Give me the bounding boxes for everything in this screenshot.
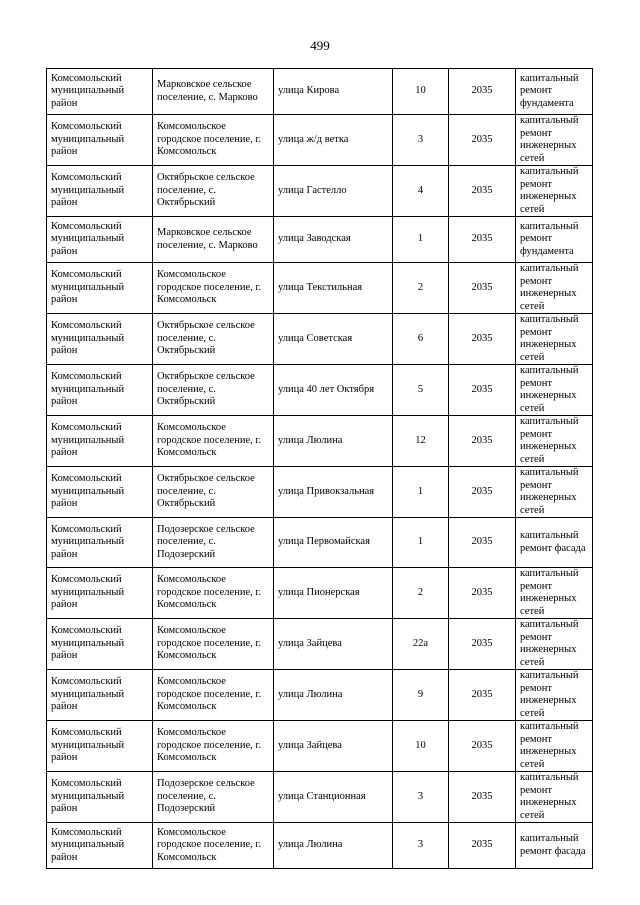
street-cell: улица Зайцева <box>274 721 393 772</box>
repair-year-cell: 2035 <box>449 263 516 314</box>
settlement-cell: Подозерское сельское поселение, с. Подозерский <box>153 772 274 823</box>
table-body <box>47 69 593 869</box>
district-cell: Комсомольский муниципальный район <box>47 721 153 772</box>
district-cell: Комсомольский муниципальный район <box>47 619 153 670</box>
repair-type-cell: капитальный ремонт инженерных сетей <box>516 568 593 619</box>
settlement-cell: Комсомольское городское поселение, г. Комсомольск <box>153 263 274 314</box>
house-number-cell: 10 <box>393 721 449 772</box>
table-row <box>47 619 593 670</box>
street-cell: улица Люлина <box>274 670 393 721</box>
house-number-cell: 2 <box>393 263 449 314</box>
district-cell: Комсомольский муниципальный район <box>47 166 153 217</box>
settlement-cell: Подозерское сельское поселение, с. Подозерский <box>153 518 274 568</box>
settlement-cell: Октябрьское сельское поселение, с. Октябрьский <box>153 365 274 416</box>
district-cell: Комсомольский муниципальный район <box>47 823 153 869</box>
repair-type-cell: капитальный ремонт инженерных сетей <box>516 467 593 518</box>
district-cell: Комсомольский муниципальный район <box>47 518 153 568</box>
settlement-cell: Комсомольское городское поселение, г. Комсомольск <box>153 416 274 467</box>
house-number-cell: 10 <box>393 69 449 115</box>
house-number-cell: 5 <box>393 365 449 416</box>
house-number-cell: 2 <box>393 568 449 619</box>
house-number-cell: 1 <box>393 518 449 568</box>
street-cell: улица Кирова <box>274 69 393 115</box>
table-row <box>47 416 593 467</box>
settlement-cell: Комсомольское городское поселение, г. Комсомольск <box>153 670 274 721</box>
house-number-cell: 3 <box>393 772 449 823</box>
repair-year-cell: 2035 <box>449 518 516 568</box>
street-cell: улица Станционная <box>274 772 393 823</box>
street-cell: улица 40 лет Октября <box>274 365 393 416</box>
table-row <box>47 217 593 263</box>
housing-repair-table <box>46 68 593 869</box>
street-cell: улица Гастелло <box>274 166 393 217</box>
table-row <box>47 263 593 314</box>
settlement-cell: Комсомольское городское поселение, г. Комсомольск <box>153 619 274 670</box>
house-number-cell: 22а <box>393 619 449 670</box>
district-cell: Комсомольский муниципальный район <box>47 467 153 518</box>
repair-type-cell: капитальный ремонт фундамента <box>516 217 593 263</box>
table-row <box>47 518 593 568</box>
repair-year-cell: 2035 <box>449 314 516 365</box>
repair-year-cell: 2035 <box>449 823 516 869</box>
repair-year-cell: 2035 <box>449 772 516 823</box>
repair-year-cell: 2035 <box>449 365 516 416</box>
repair-year-cell: 2035 <box>449 115 516 166</box>
settlement-cell: Комсомольское городское поселение, г. Комсомольск <box>153 823 274 869</box>
table-row <box>47 365 593 416</box>
house-number-cell: 3 <box>393 823 449 869</box>
repair-year-cell: 2035 <box>449 467 516 518</box>
repair-type-cell: капитальный ремонт инженерных сетей <box>516 772 593 823</box>
district-cell: Комсомольский муниципальный район <box>47 772 153 823</box>
repair-type-cell: капитальный ремонт инженерных сетей <box>516 416 593 467</box>
repair-type-cell: капитальный ремонт инженерных сетей <box>516 721 593 772</box>
repair-type-cell: капитальный ремонт фундамента <box>516 69 593 115</box>
house-number-cell: 1 <box>393 217 449 263</box>
street-cell: улица Привокзальная <box>274 467 393 518</box>
table-row <box>47 721 593 772</box>
table-row <box>47 166 593 217</box>
page-number: 499 <box>310 38 330 53</box>
table-row <box>47 670 593 721</box>
house-number-cell: 4 <box>393 166 449 217</box>
repair-year-cell: 2035 <box>449 568 516 619</box>
street-cell: улица Текстильная <box>274 263 393 314</box>
street-cell: улица Первомайская <box>274 518 393 568</box>
district-cell: Комсомольский муниципальный район <box>47 365 153 416</box>
settlement-cell: Марковское сельское поселение, с. Марково <box>153 69 274 115</box>
house-number-cell: 12 <box>393 416 449 467</box>
table-row <box>47 467 593 518</box>
district-cell: Комсомольский муниципальный район <box>47 115 153 166</box>
repair-type-cell: капитальный ремонт инженерных сетей <box>516 166 593 217</box>
table-row <box>47 69 593 115</box>
repair-type-cell: капитальный ремонт инженерных сетей <box>516 115 593 166</box>
street-cell: улица Пионерская <box>274 568 393 619</box>
district-cell: Комсомольский муниципальный район <box>47 263 153 314</box>
house-number-cell: 6 <box>393 314 449 365</box>
repair-type-cell: капитальный ремонт инженерных сетей <box>516 314 593 365</box>
table-row <box>47 115 593 166</box>
repair-year-cell: 2035 <box>449 217 516 263</box>
street-cell: улица Зайцева <box>274 619 393 670</box>
district-cell: Комсомольский муниципальный район <box>47 670 153 721</box>
repair-year-cell: 2035 <box>449 166 516 217</box>
street-cell: улица ж/д ветка <box>274 115 393 166</box>
settlement-cell: Октябрьское сельское поселение, с. Октябрьский <box>153 467 274 518</box>
street-cell: улица Люлина <box>274 416 393 467</box>
street-cell: улица Советская <box>274 314 393 365</box>
street-cell: улица Заводская <box>274 217 393 263</box>
table-row <box>47 772 593 823</box>
house-number-cell: 3 <box>393 115 449 166</box>
repair-year-cell: 2035 <box>449 670 516 721</box>
settlement-cell: Комсомольское городское поселение, г. Комсомольск <box>153 568 274 619</box>
repair-type-cell: капитальный ремонт фасада <box>516 518 593 568</box>
district-cell: Комсомольский муниципальный район <box>47 217 153 263</box>
house-number-cell: 1 <box>393 467 449 518</box>
settlement-cell: Октябрьское сельское поселение, с. Октябрьский <box>153 166 274 217</box>
repair-year-cell: 2035 <box>449 721 516 772</box>
settlement-cell: Марковское сельское поселение, с. Марково <box>153 217 274 263</box>
repair-type-cell: капитальный ремонт инженерных сетей <box>516 670 593 721</box>
repair-year-cell: 2035 <box>449 416 516 467</box>
repair-type-cell: капитальный ремонт инженерных сетей <box>516 263 593 314</box>
district-cell: Комсомольский муниципальный район <box>47 568 153 619</box>
table-row <box>47 823 593 869</box>
repair-type-cell: капитальный ремонт инженерных сетей <box>516 619 593 670</box>
repair-type-cell: капитальный ремонт инженерных сетей <box>516 365 593 416</box>
table-row <box>47 314 593 365</box>
district-cell: Комсомольский муниципальный район <box>47 416 153 467</box>
house-number-cell: 9 <box>393 670 449 721</box>
settlement-cell: Октябрьское сельское поселение, с. Октябрьский <box>153 314 274 365</box>
repair-year-cell: 2035 <box>449 69 516 115</box>
repair-year-cell: 2035 <box>449 619 516 670</box>
repair-type-cell: капитальный ремонт фасада <box>516 823 593 869</box>
table-row <box>47 568 593 619</box>
settlement-cell: Комсомольское городское поселение, г. Комсомольск <box>153 115 274 166</box>
street-cell: улица Люлина <box>274 823 393 869</box>
district-cell: Комсомольский муниципальный район <box>47 69 153 115</box>
settlement-cell: Комсомольское городское поселение, г. Комсомольск <box>153 721 274 772</box>
district-cell: Комсомольский муниципальный район <box>47 314 153 365</box>
